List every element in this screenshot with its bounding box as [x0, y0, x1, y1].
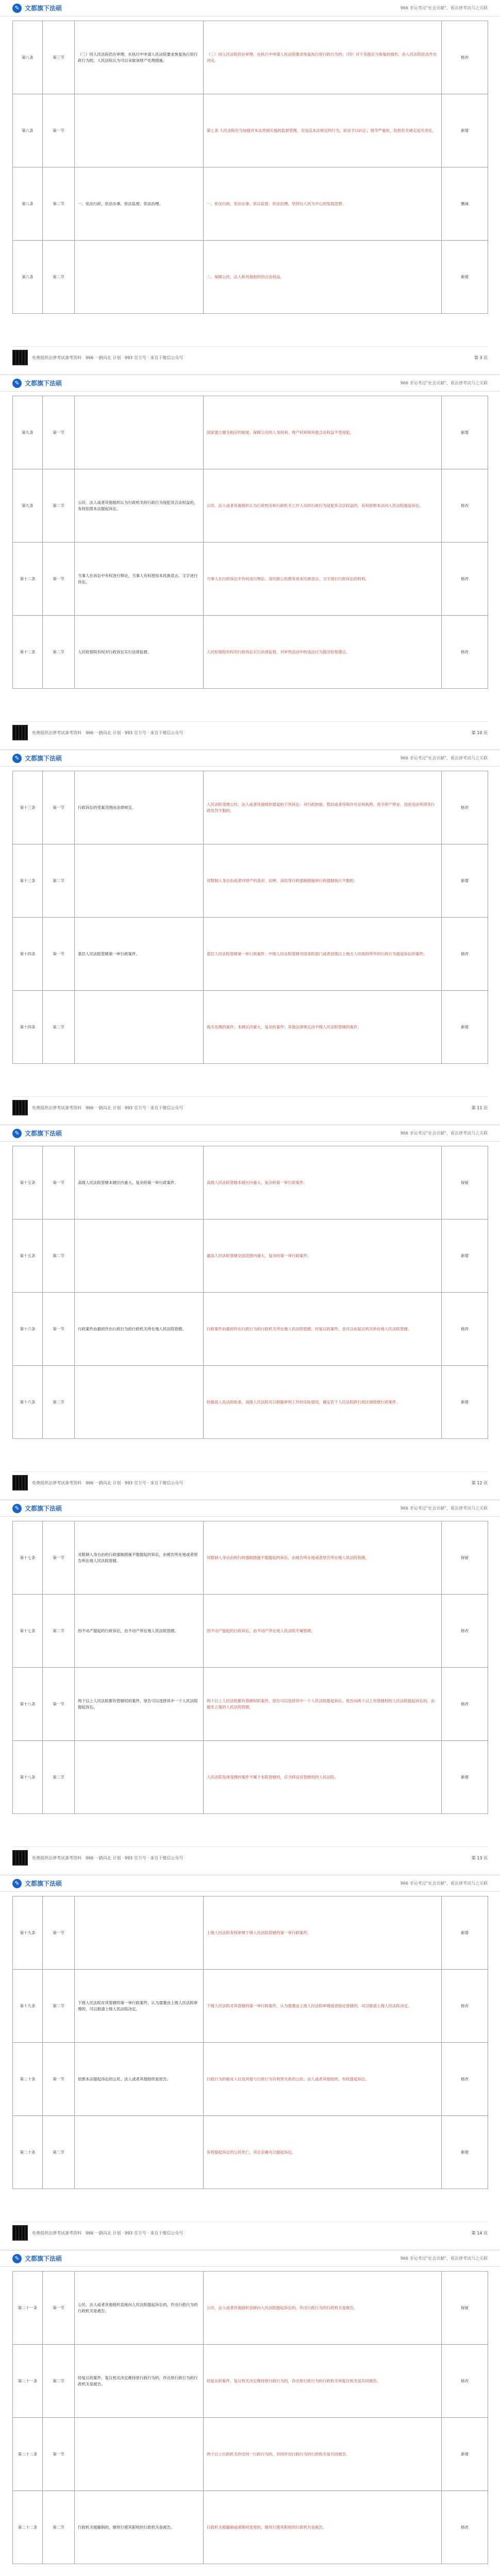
table-row: [13, 1521, 488, 1595]
comparison-table: [12, 1146, 488, 1439]
change-type-cell: 修改: [442, 2043, 488, 2116]
old-text-cell: [75, 241, 204, 314]
article-cell: 第一节: [43, 2043, 75, 2116]
brand-name: 文都旗下法硕: [25, 1880, 62, 1887]
document-page: [0, 1125, 500, 1500]
new-text-cell: 有权提起诉讼的公民死亡，其近亲属可以提起诉讼。: [204, 2116, 442, 2189]
change-type-cell: 新增: [442, 1366, 488, 1439]
article-cell: 第一节: [43, 1896, 75, 1970]
logo-icon: ✎: [12, 379, 22, 388]
new-text-cell: 公民、法人或者其他组织直接向人民法院提起诉讼的，作出行政行为的行政机关是被告。: [204, 2272, 442, 2345]
change-type-cell: 修改: [442, 2491, 488, 2564]
new-text-cell: 公民、法人或者其他组织认为行政机关和行政机关工作人员的行政行为侵犯其合法权益的，有权依照本法向人民法院提起诉讼。: [204, 469, 442, 543]
old-text-cell: [75, 396, 204, 469]
article-cell: 第二节: [43, 167, 75, 241]
page-footer: [12, 1846, 488, 1869]
chapter-cell: 第十八条: [13, 1668, 43, 1741]
page-number: 第 14 页: [471, 2230, 488, 2235]
chapter-cell: 第八条: [13, 241, 43, 314]
article-cell: 第一节: [43, 1146, 75, 1219]
qr-code-icon: [12, 2225, 28, 2241]
table-row: [13, 2418, 488, 2491]
change-type-cell: 修改: [442, 543, 488, 616]
article-cell: 第二节: [43, 1366, 75, 1439]
table-row: [13, 543, 488, 616]
page-header: [0, 0, 500, 16]
header-slogan: 966 幸运考过"社会贡献"，看法律考试与之关联: [400, 381, 488, 385]
footer-contact: 966 一路向北 计划 · 993 官方号 · 来自于微信公众号: [86, 1105, 184, 1110]
old-text-cell: 当事人在诉讼中有权进行辩论，当事人有权使用本民族语言、文字进行诉讼。: [75, 543, 204, 616]
change-type-cell: 新增: [442, 1741, 488, 1814]
old-text-cell: [75, 1741, 204, 1814]
footer-left: [12, 1100, 183, 1115]
table-row: [13, 1970, 488, 2043]
chapter-cell: 第二十二条: [13, 2491, 43, 2564]
new-text-cell: 两个以上人民法院都有管辖权的案件，原告可以选择其中一个人民法院提起诉讼。原告向两个以上有管辖权的人民法院提起诉讼的，由最先立案的人民法院管辖。: [204, 1668, 442, 1741]
chapter-cell: 第十九条: [13, 1970, 43, 2043]
table-row: [13, 2491, 488, 2564]
chapter-cell: 第十六条: [13, 1293, 43, 1366]
comparison-table: [12, 21, 488, 314]
change-type-cell: 新增: [442, 94, 488, 167]
new-text-cell: 人民检察院有权对行政诉讼实行法律监督，对审判活动中的违法行为提出检察建议。: [204, 616, 442, 689]
old-text-cell: [75, 2418, 204, 2491]
table-row: [13, 1219, 488, 1293]
new-text-cell: 行政行为的相对人以及其他与行政行为有利害关系的公民、法人或者其他组织，有权提起诉讼。: [204, 2043, 442, 2116]
new-text-cell: 上级人民法院有权审理下级人民法院管辖的第一审行政案件。: [204, 1896, 442, 1970]
new-text-cell: 人民法院受理公民、法人或者其他组织提起的下列诉讼：对行政拘留、暂扣或者吊销许可证和执照、责令停产停业、没收违法所得等行政处罚不服的。: [204, 771, 442, 844]
new-text-cell: 第七条 人民法院应当加强对本法贯彻实施的监督管理，对违反本法规定的行为，依法予以纠正；情节严重的，依照有关规定追究责任。: [204, 94, 442, 167]
chapter-cell: 第二十二条: [13, 2418, 43, 2491]
new-text-cell: 因不动产提起的行政诉讼，由不动产所在地人民法院专属管辖。: [204, 1595, 442, 1668]
page-footer: [12, 346, 488, 368]
change-type-cell: 新增: [442, 844, 488, 918]
footer-note: 免费提供法律考试备考资料: [32, 1855, 81, 1860]
footer-note: 免费提供法律考试备考资料: [32, 1105, 81, 1110]
old-text-cell: [75, 1896, 204, 1970]
page-footer: [12, 721, 488, 743]
old-text-cell: 一、依法行政，依法办事，依法监督，依法治理。: [75, 167, 204, 241]
new-text-cell: 国家建立健全相应的制度，保障公民的人身权利、财产权利和其他合法权益不受侵犯。: [204, 396, 442, 469]
change-type-cell: 修改: [442, 1293, 488, 1366]
chapter-cell: 第十七条: [13, 1521, 43, 1595]
page-header: [0, 750, 500, 767]
page-number: 第 3 页: [474, 355, 488, 360]
change-type-cell: 修改: [442, 1595, 488, 1668]
table-row: [13, 1896, 488, 1970]
table-row: [13, 616, 488, 689]
old-text-cell: 依照本法提起诉讼的公民、法人或者其他组织是原告。: [75, 2043, 204, 2116]
footer-note: 免费提供法律考试备考资料: [32, 2230, 81, 2235]
document-page: [0, 375, 500, 750]
article-cell: 第二节: [43, 241, 75, 314]
change-type-cell: 新增: [442, 1219, 488, 1293]
brand-logo: [12, 754, 62, 763]
article-cell: 第二节: [43, 2491, 75, 2564]
page-number: 第 12 页: [471, 1480, 488, 1485]
page-header: [0, 375, 500, 392]
article-cell: 第一节: [43, 2418, 75, 2491]
change-type-cell: 保留: [442, 1146, 488, 1219]
brand-name: 文都旗下法硕: [25, 380, 62, 387]
change-type-cell: 新增: [442, 2116, 488, 2189]
page-footer: [12, 2222, 488, 2244]
new-text-cell: 海关处理的案件；本辖区内重大、复杂的案件；其他法律规定由中级人民法院管辖的案件。: [204, 991, 442, 1064]
old-text-cell: [75, 1366, 204, 1439]
new-text-cell: 二、保障公民、法人和其他组织的合法权益。: [204, 241, 442, 314]
page-number: 第 13 页: [471, 1855, 488, 1860]
new-text-cell: 行政机关被撤销或者职权变更的，继续行使其职权的行政机关是被告。: [204, 2491, 442, 2564]
old-text-cell: 对限制人身自由的行政强制措施不服提起的诉讼，由被告所在地或者原告所在地人民法院管辖。: [75, 1521, 204, 1595]
new-text-cell: （三）因人民法院仍在审理，在执行中申请人民法院要求恢复执行原行政行为的；（四）对于其他应当恢复的情形，由人民法院依法作出决定。: [204, 21, 442, 94]
qr-code-icon: [12, 1850, 28, 1866]
article-cell: 第二节: [43, 1219, 75, 1293]
qr-code-icon: [12, 1100, 28, 1115]
article-cell: 第一节: [43, 94, 75, 167]
change-type-cell: 修改: [442, 771, 488, 844]
old-text-cell: [75, 94, 204, 167]
comparison-table: [12, 396, 488, 689]
brand-logo: [12, 1879, 62, 1888]
article-cell: 第一节: [43, 771, 75, 844]
change-type-cell: 新增: [442, 2418, 488, 2491]
page-footer: [12, 1096, 488, 1118]
footer-left: [12, 1475, 183, 1490]
table-row: [13, 2345, 488, 2418]
new-text-cell: 人民法院发现受理的案件不属于本院管辖的，应当移送有管辖权的人民法院。: [204, 1741, 442, 1814]
old-text-cell: 两个以上人民法院都有管辖权的案件，原告可以选择其中一个人民法院提起诉讼。: [75, 1668, 204, 1741]
old-text-cell: 因不动产提起的行政诉讼，由不动产所在地人民法院管辖。: [75, 1595, 204, 1668]
old-text-cell: 行政案件由最初作出行政行为的行政机关所在地人民法院管辖。: [75, 1293, 204, 1366]
old-text-cell: 经复议的案件，复议机关决定维持原行政行为的，作出原行政行为的行政机关是被告。: [75, 2345, 204, 2418]
change-type-cell: 新增: [442, 241, 488, 314]
qr-code-icon: [12, 725, 28, 740]
chapter-cell: 第十四条: [13, 918, 43, 991]
brand-logo: [12, 379, 62, 388]
chapter-cell: 第八条: [13, 21, 43, 94]
change-type-cell: 修改: [442, 616, 488, 689]
logo-icon: ✎: [12, 4, 22, 13]
chapter-cell: 第十六条: [13, 1366, 43, 1439]
chapter-cell: 第八条: [13, 94, 43, 167]
brand-name: 文都旗下法硕: [25, 755, 62, 762]
brand-name: 文都旗下法硕: [25, 5, 62, 12]
page-footer: [12, 1471, 488, 1494]
new-text-cell: 两个以上行政机关作出同一行政行为的，共同作出行政行为的行政机关是共同被告。: [204, 2418, 442, 2491]
article-cell: 第二节: [43, 2116, 75, 2189]
new-text-cell: 一、依法行政、依法办事、依法监督、依法治理，坚持以人民为中心的发展思想。: [204, 167, 442, 241]
old-text-cell: 行政机关被撤销的，继续行使其职权的行政机关是被告。: [75, 2491, 204, 2564]
table-row: [13, 2116, 488, 2189]
footer-left: [12, 2225, 183, 2241]
comparison-table: [12, 771, 488, 1064]
footer-left: [12, 1850, 183, 1866]
table-row: [13, 918, 488, 991]
chapter-cell: 第十九条: [13, 1896, 43, 1970]
new-text-cell: 下级人民法院对其管辖的第一审行政案件，认为需要由上级人民法院审理或者指定管辖的，可以报请上级人民法院决定。: [204, 1970, 442, 2043]
old-text-cell: 人民检察院有权对行政诉讼实行法律监督。: [75, 616, 204, 689]
brand-name: 文都旗下法硕: [25, 1505, 62, 1512]
change-type-cell: 修改: [442, 2345, 488, 2418]
chapter-cell: 第十二条: [13, 616, 43, 689]
article-cell: 第一节: [43, 543, 75, 616]
article-cell: 第一节: [43, 918, 75, 991]
new-text-cell: 当事人在行政诉讼中有权进行辩论。各民族公民都有用本民族语言、文字进行行政诉讼的权利。: [204, 543, 442, 616]
article-cell: 第二节: [43, 844, 75, 918]
footer-contact: 966 一路向北 计划 · 993 官方号 · 来自于微信公众号: [86, 730, 184, 735]
chapter-cell: 第二十一条: [13, 2272, 43, 2345]
new-text-cell: 经最高人民法院批准，高级人民法院可以根据审判工作的实际情况，确定若干人民法院跨行政区域管辖行政案件。: [204, 1366, 442, 1439]
chapter-cell: 第十八条: [13, 1741, 43, 1814]
logo-icon: ✎: [12, 2254, 22, 2263]
document-page: [0, 750, 500, 1125]
new-text-cell: 基层人民法院管辖第一审行政案件；中级人民法院管辖对国务院部门或者县级以上地方人民政府所作的行政行为提起诉讼的案件。: [204, 918, 442, 991]
footer-note: 免费提供法律考试备考资料: [32, 730, 81, 735]
change-type-cell: 新增: [442, 991, 488, 1064]
chapter-cell: 第八条: [13, 167, 43, 241]
table-row: [13, 771, 488, 844]
table-row: [13, 21, 488, 94]
article-cell: 第一节: [43, 2272, 75, 2345]
change-type-cell: 修改: [442, 1668, 488, 1741]
table-row: [13, 94, 488, 167]
footer-contact: 966 一路向北 计划 · 993 官方号 · 来自于微信公众号: [86, 1855, 184, 1860]
new-text-cell: 高级人民法院管辖本辖区内重大、复杂的第一审行政案件。: [204, 1146, 442, 1219]
change-type-cell: 修改: [442, 469, 488, 543]
page-number: 第 11 页: [471, 1105, 488, 1110]
table-row: [13, 2043, 488, 2116]
comparison-table: [12, 2271, 488, 2564]
chapter-cell: 第十二条: [13, 543, 43, 616]
logo-icon: ✎: [12, 1504, 22, 1513]
footer-contact: 966 一路向北 计划 · 993 官方号 · 来自于微信公众号: [86, 355, 184, 360]
brand-name: 文都旗下法硕: [25, 1130, 62, 1137]
page-header: [0, 1875, 500, 1892]
footer-note: 免费提供法律考试备考资料: [32, 1480, 81, 1485]
chapter-cell: 第十四条: [13, 991, 43, 1064]
change-type-cell: 保留: [442, 2272, 488, 2345]
old-text-cell: 基层人民法院管辖第一审行政案件。: [75, 918, 204, 991]
header-slogan: 966 幸运考过"社会贡献"，看法律考试与之关联: [400, 1881, 488, 1886]
change-type-cell: 新增: [442, 1896, 488, 1970]
article-cell: 第二节: [43, 2345, 75, 2418]
footer-contact: 966 一路向北 计划 · 993 官方号 · 来自于微信公众号: [86, 2230, 184, 2235]
article-cell: 第二节: [43, 1741, 75, 1814]
change-type-cell: 新增: [442, 396, 488, 469]
qr-code-icon: [12, 350, 28, 365]
chapter-cell: 第二十一条: [13, 2345, 43, 2418]
article-cell: 第一节: [43, 396, 75, 469]
footer-left: [12, 725, 183, 740]
change-type-cell: 删减: [442, 167, 488, 241]
old-text-cell: 高级人民法院管辖本辖区内重大、复杂的第一审行政案件。: [75, 1146, 204, 1219]
article-cell: 第二节: [43, 991, 75, 1064]
article-cell: 第一节: [43, 1293, 75, 1366]
table-row: [13, 1146, 488, 1219]
article-cell: 第三节: [43, 21, 75, 94]
new-text-cell: 对限制人身自由的行政强制措施不服提起的诉讼，由被告所在地或者原告所在地人民法院管辖。: [204, 1521, 442, 1595]
header-slogan: 966 幸运考过"社会贡献"，看法律考试与之关联: [400, 1131, 488, 1136]
old-text-cell: 行政诉讼的受案范围由法律规定。: [75, 771, 204, 844]
footer-left: [12, 350, 183, 365]
old-text-cell: [75, 844, 204, 918]
logo-icon: ✎: [12, 1879, 22, 1888]
table-row: [13, 844, 488, 918]
footer-note: 免费提供法律考试备考资料: [32, 355, 81, 360]
brand-logo: [12, 4, 62, 13]
chapter-cell: 第二十条: [13, 2043, 43, 2116]
new-text-cell: 对限制人身自由或者对财产的查封、扣押、冻结等行政强制措施和行政强制执行不服的。: [204, 844, 442, 918]
header-slogan: 966 幸运考过"社会贡献"，看法律考试与之关联: [400, 1506, 488, 1511]
chapter-cell: 第九条: [13, 396, 43, 469]
table-row: [13, 1668, 488, 1741]
page-header: [0, 2250, 500, 2267]
chapter-cell: 第十五条: [13, 1219, 43, 1293]
document-page: [0, 1875, 500, 2250]
table-row: [13, 2272, 488, 2345]
table-row: [13, 469, 488, 543]
chapter-cell: 第二十条: [13, 2116, 43, 2189]
change-type-cell: 修改: [442, 1970, 488, 2043]
chapter-cell: 第十三条: [13, 771, 43, 844]
old-text-cell: 公民、法人或者其他组织认为行政机关的行政行为侵犯其合法权益的，有权依照本法提起诉讼。: [75, 469, 204, 543]
comparison-table: [12, 1521, 488, 1814]
page-header: [0, 1125, 500, 1142]
chapter-cell: 第十五条: [13, 1146, 43, 1219]
header-slogan: 966 幸运考过"社会贡献"，看法律考试与之关联: [400, 2256, 488, 2261]
logo-icon: ✎: [12, 1129, 22, 1138]
chapter-cell: 第十七条: [13, 1595, 43, 1668]
document-page: [0, 2250, 500, 2576]
old-text-cell: （三）因人民法院仍在审理，在执行中申请人民法院要求恢复执行原行政行为的，人民法院认为可以采取该财产处理措施。: [75, 21, 204, 94]
article-cell: 第一节: [43, 1668, 75, 1741]
logo-icon: ✎: [12, 754, 22, 763]
footer-contact: 966 一路向北 计划 · 993 官方号 · 来自于微信公众号: [86, 1480, 184, 1485]
article-cell: 第二节: [43, 1595, 75, 1668]
table-row: [13, 167, 488, 241]
article-cell: 第二节: [43, 1970, 75, 2043]
table-row: [13, 1293, 488, 1366]
qr-code-icon: [12, 1475, 28, 1490]
old-text-cell: [75, 1219, 204, 1293]
page-header: [0, 1500, 500, 1517]
change-type-cell: 保留: [442, 1521, 488, 1595]
article-cell: 第二节: [43, 469, 75, 543]
brand-logo: [12, 1129, 62, 1138]
old-text-cell: [75, 991, 204, 1064]
header-slogan: 966 幸运考过"社会贡献"，看法律考试与之关联: [400, 6, 488, 10]
new-text-cell: 行政案件由最初作出行政行为的行政机关所在地人民法院管辖。经复议的案件，也可以由复议机关所在地人民法院管辖。: [204, 1293, 442, 1366]
old-text-cell: 下级人民法院对其管辖的第一审行政案件，认为需要由上级人民法院审理的，可以报请上级人民法院决定。: [75, 1970, 204, 2043]
document-page: [0, 1500, 500, 1875]
table-row: [13, 1366, 488, 1439]
brand-logo: [12, 1504, 62, 1513]
page-number: 第 10 页: [471, 730, 488, 735]
table-row: [13, 1741, 488, 1814]
header-slogan: 966 幸运考过"社会贡献"，看法律考试与之关联: [400, 756, 488, 760]
chapter-cell: 第十三条: [13, 844, 43, 918]
change-type-cell: 修改: [442, 21, 488, 94]
comparison-table: [12, 1896, 488, 2189]
table-row: [13, 241, 488, 314]
new-text-cell: 最高人民法院管辖全国范围内重大、复杂的第一审行政案件。: [204, 1219, 442, 1293]
brand-logo: [12, 2254, 62, 2263]
old-text-cell: [75, 2116, 204, 2189]
old-text-cell: 公民、法人或者其他组织直接向人民法院提起诉讼的，作出行政行为的行政机关是被告。: [75, 2272, 204, 2345]
table-row: [13, 396, 488, 469]
document-page: [0, 0, 500, 375]
chapter-cell: 第九条: [13, 469, 43, 543]
new-text-cell: 经复议的案件，复议机关决定维持原行政行为的，作出原行政行为的行政机关和复议机关是共同被告。: [204, 2345, 442, 2418]
table-row: [13, 1595, 488, 1668]
article-cell: 第二节: [43, 616, 75, 689]
change-type-cell: 修改: [442, 918, 488, 991]
brand-name: 文都旗下法硕: [25, 2255, 62, 2262]
table-row: [13, 991, 488, 1064]
article-cell: 第一节: [43, 1521, 75, 1595]
